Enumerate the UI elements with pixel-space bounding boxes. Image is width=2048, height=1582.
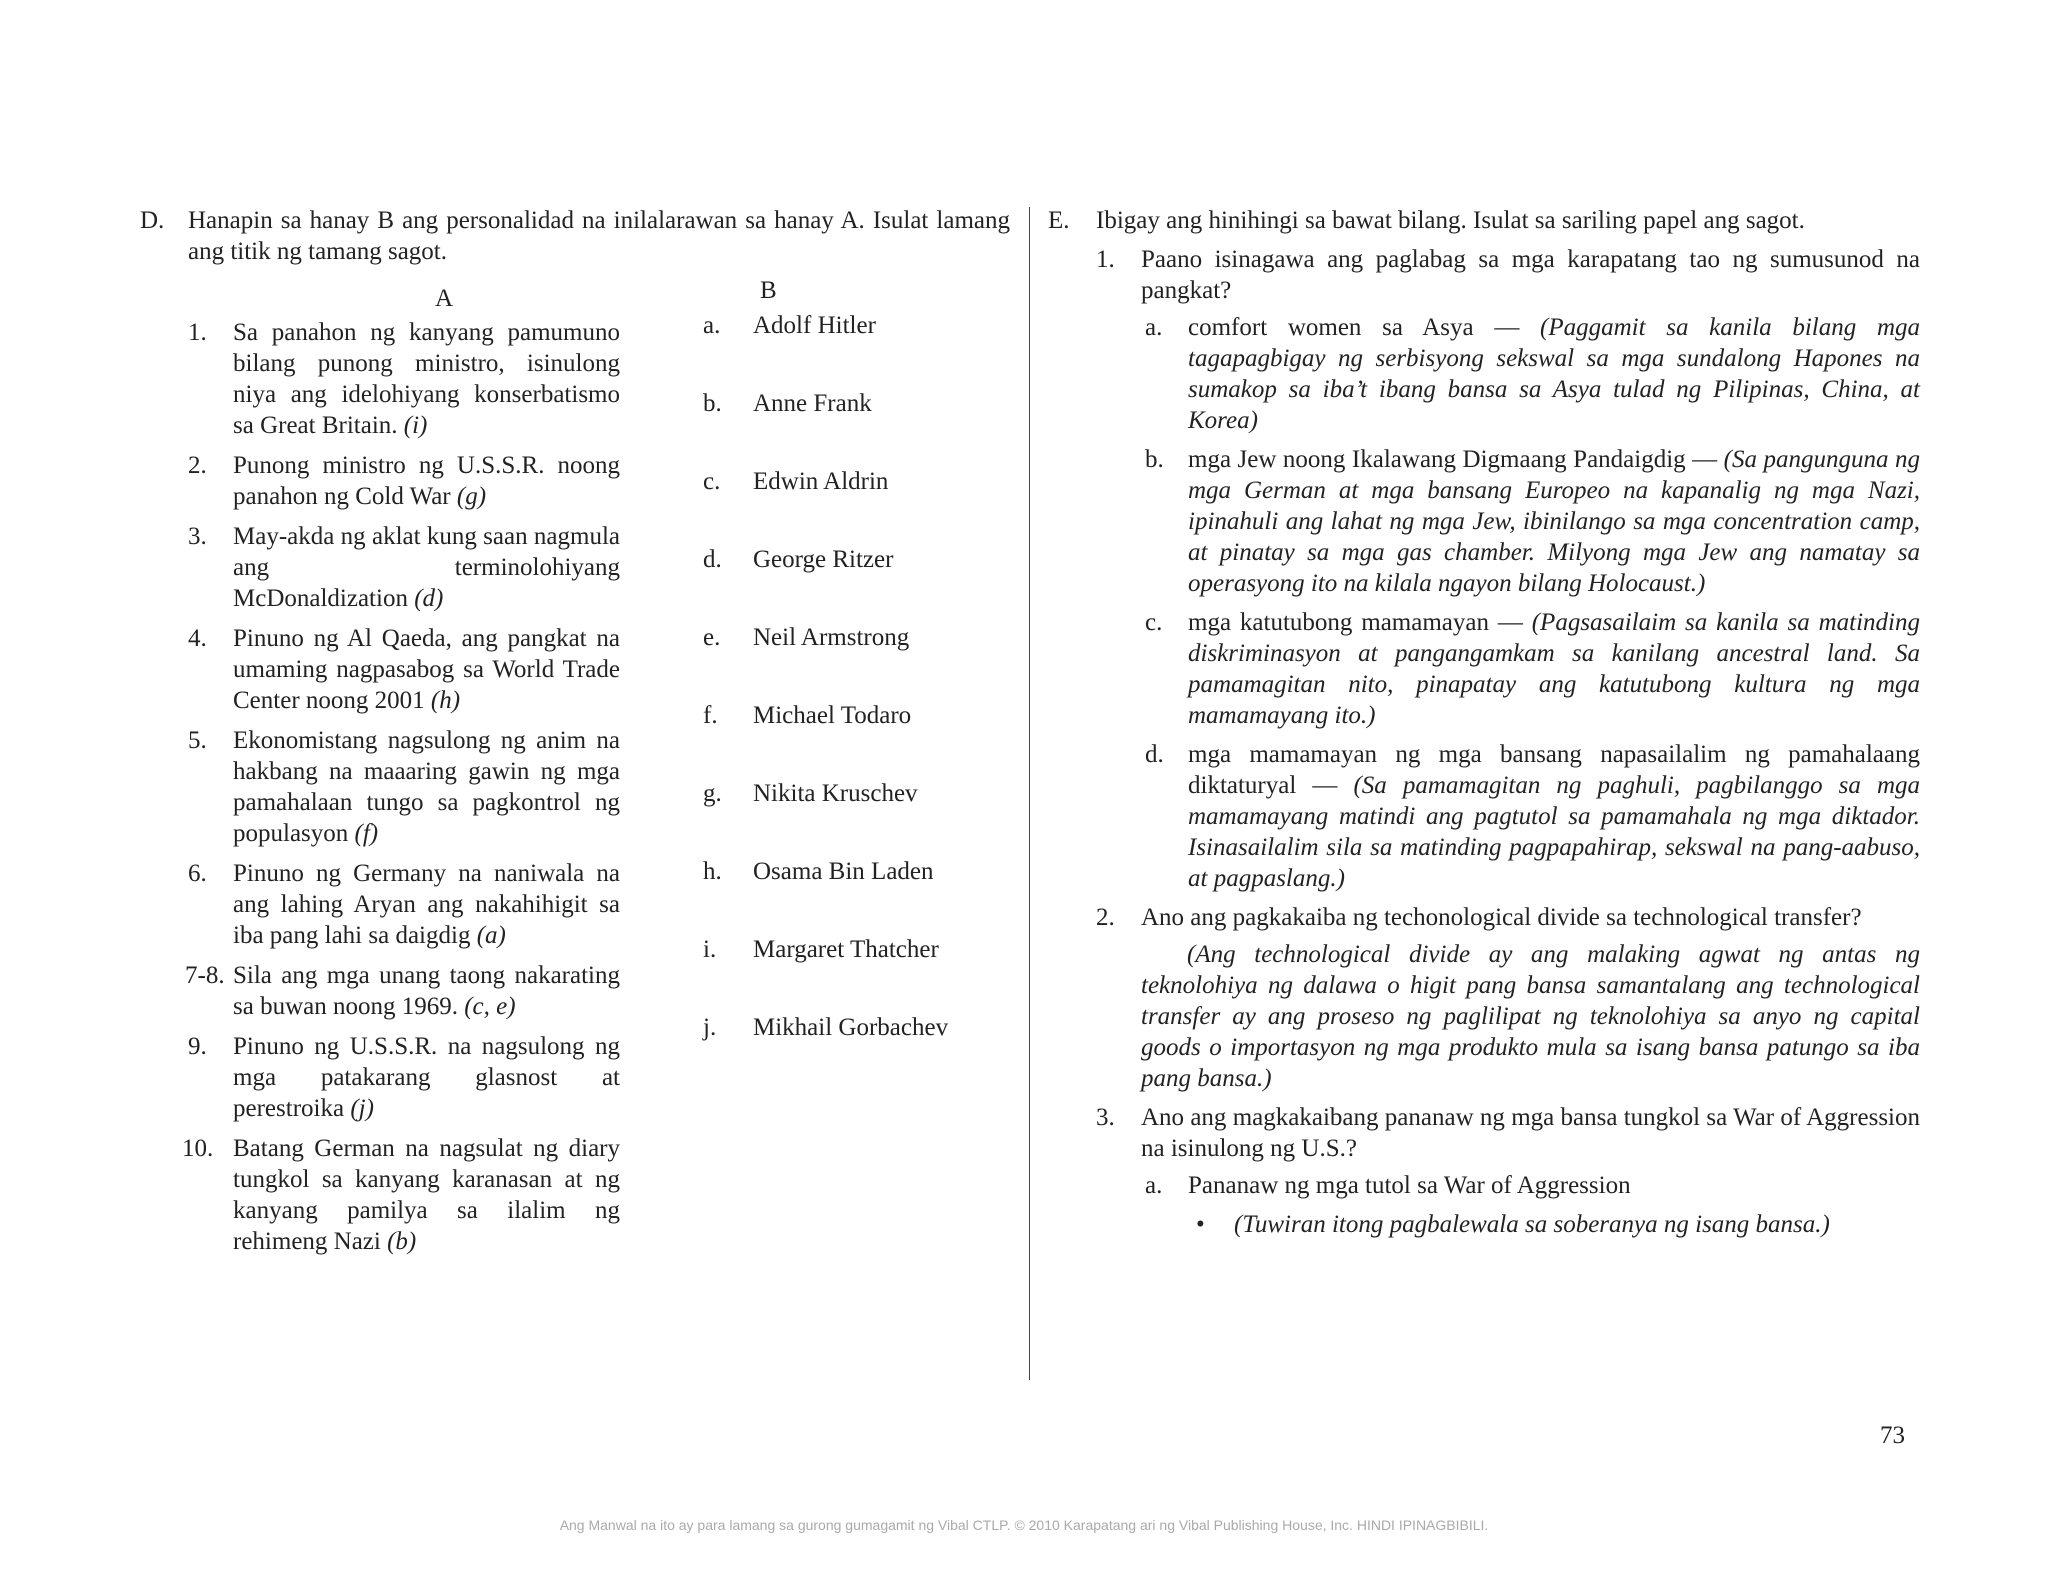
list-item <box>140 317 620 441</box>
column-b-list <box>703 310 1013 1090</box>
list-item <box>140 1031 620 1124</box>
item-letter: c. <box>703 468 721 495</box>
question-text: Ano ang magkakaibang pananaw ng mga bansa tungkol sa War of Aggression na isinulong ng U.S.? <box>1141 1104 1920 1162</box>
item-answer: (j) <box>350 1095 374 1122</box>
question-3 <box>1048 1102 1920 1164</box>
item-name: Adolf Hitler <box>753 312 876 339</box>
item-name: Mikhail Gorbachev <box>753 1014 949 1041</box>
sub-topic: Pananaw ng mga tutol sa War of Aggression <box>1188 1172 1631 1199</box>
question-text: Ano ang pagkakaiba ng techonological divide sa technological transfer? <box>1141 904 1862 931</box>
section-d-text: Hanapin sa hanay B ang personalidad na inilalarawan sa hanay A. Isulat lamang ang titik ng tamang sagot. <box>188 207 1010 265</box>
item-text: Pinuno ng Germany na naniwala na ang lahing Aryan ang nakahihigit sa iba pang lahi sa daigdig <box>233 860 620 949</box>
item-answer: (i) <box>403 412 428 439</box>
list-item <box>140 725 620 849</box>
item-answer: (h) <box>430 687 461 714</box>
item-text: Punong ministro ng U.S.S.R. noong panahon ng Cold War <box>233 452 620 510</box>
sub-answer: (Paggamit sa kanila bilang mga tagapagbigay ng serbisyong sekswal sa mga sundalong Hapones na sumakop sa iba’t ibang bansa sa Asya tulad ng Pilipinas, China, at Korea) <box>1188 314 1920 434</box>
section-e-text: Ibigay ang hinihingi sa bawat bilang. Isulat sa sariling papel ang sagot. <box>1096 207 1805 234</box>
sub-topic: mga Jew noong Ikalawang Digmaang Pandaigdig — <box>1188 446 1718 473</box>
list-item <box>140 858 620 951</box>
item-number: 6. <box>188 860 207 887</box>
question-2 <box>1048 902 1920 933</box>
item-number: 3. <box>188 523 207 550</box>
question-3-bullet <box>1048 1209 1920 1240</box>
sub-letter: d. <box>1145 741 1164 768</box>
sub-topic: comfort women sa Asya — <box>1188 314 1520 341</box>
item-text: Sa panahon ng kanyang pamumuno bilang punong ministro, isinulong niya ang idelohiyang konserbatismo sa Great Britain. <box>233 319 620 439</box>
item-letter: d. <box>703 546 722 573</box>
item-number: 9. <box>188 1033 207 1060</box>
question-2-answer: (Ang technological divide ay ang malaking agwat ng antas ng teknolohiya ng dalawa o higit pang bansa samantalang ang technological transfer ay ang proseso ng paglilipat ng teknolohiya sa anyo ng capital goods o importasyon ng mga produkto mula sa isang bansa patungo sa iba pang bansa.) <box>1141 941 1920 1092</box>
question-1-sub-b <box>1048 444 1920 599</box>
list-item <box>140 1133 620 1257</box>
item-text: Pinuno ng Al Qaeda, ang pangkat na umaming nagpasabog sa World Trade Center noong 2001 <box>233 625 620 714</box>
item-letter: f. <box>703 702 718 729</box>
list-item <box>140 960 620 1022</box>
question-3-sub-a <box>1048 1170 1920 1201</box>
section-e-label: E. <box>1048 207 1070 234</box>
item-name: Edwin Aldrin <box>753 468 889 495</box>
list-item <box>703 388 1013 466</box>
item-name: Nikita Kruschev <box>753 780 918 807</box>
bullet-icon: • <box>1196 1211 1205 1238</box>
sub-answer: (Sa pangunguna ng mga German at mga bansang Europeo na kapanalig ng mga Nazi, ipinahuli ang lahat ng mga Jew, ibinilango sa mga concentration camp, at pinatay sa mga gas chamber. Milyong mga Jew ang namatay sa operasyong ito na kilala ngayon bilang Holocaust.) <box>1188 446 1920 597</box>
sub-answer: (Sa pamamagitan ng paghuli, pagbilanggo sa mga mamamayang matindi ang pagtutol sa pamamahala ng mga diktador. Isinasailalim sila sa matinding pagpapahirap, sekswal na pang-aabuso, at pagpaslang.) <box>1188 772 1920 892</box>
sub-topic: mga katutubong mamamayan — <box>1188 609 1523 636</box>
list-item <box>703 310 1013 388</box>
item-text: Pinuno ng U.S.S.R. na nagsulong ng mga patakarang glasnost at perestroika <box>233 1033 620 1122</box>
list-item <box>140 521 620 614</box>
item-name: Michael Todaro <box>753 702 912 729</box>
sub-topic: mga mamamayan ng mga bansang napasailalim ng pamahalaang diktaturyal — <box>1188 741 1920 799</box>
column-b-header: B <box>760 277 777 304</box>
item-letter: a. <box>703 312 721 339</box>
item-letter: e. <box>703 624 721 651</box>
question-1-sub-a <box>1048 312 1920 436</box>
list-item <box>703 544 1013 622</box>
item-name: Margaret Thatcher <box>753 936 939 963</box>
item-name: Anne Frank <box>753 390 872 417</box>
item-answer: (a) <box>476 922 506 949</box>
item-answer: (c, e) <box>464 993 516 1020</box>
item-letter: h. <box>703 858 722 885</box>
sub-answer: (Pagsasailaim sa kanila sa matinding diskriminasyon at pangangamkam sa kanilang ancestral land. Sa pamamagitan nito, pinapatay ang katutubong kultura ng mga mamamayang ito.) <box>1188 609 1920 729</box>
question-1-sub-c <box>1048 607 1920 731</box>
list-item <box>703 1012 1013 1090</box>
sub-letter: a. <box>1145 314 1163 341</box>
item-number: 2. <box>188 452 207 479</box>
question-text: Paano isinagawa ang paglabag sa mga karapatang tao ng sumusunod na pangkat? <box>1141 246 1920 304</box>
page-number: 73 <box>1880 1422 1905 1449</box>
sub-letter: a. <box>1145 1172 1163 1199</box>
item-text: Sila ang mga unang taong nakarating sa buwan noong 1969. <box>233 962 620 1020</box>
list-item <box>703 700 1013 778</box>
section-d-instruction <box>140 205 1010 267</box>
item-number: 7-8. <box>185 962 225 989</box>
item-number: 5. <box>188 727 207 754</box>
list-item <box>140 623 620 716</box>
item-answer: (b) <box>387 1228 417 1255</box>
list-item <box>703 934 1013 1012</box>
section-d <box>140 205 1010 1255</box>
section-e <box>1048 205 1920 1240</box>
column-a-list <box>140 317 620 1266</box>
question-number: 3. <box>1096 1104 1115 1131</box>
item-answer: (f) <box>354 820 379 847</box>
item-letter: j. <box>703 1014 717 1041</box>
item-name: George Ritzer <box>753 546 894 573</box>
item-number: 4. <box>188 625 207 652</box>
list-item <box>703 466 1013 544</box>
column-a-header: A <box>434 285 454 312</box>
list-item <box>703 778 1013 856</box>
question-number: 2. <box>1096 904 1115 931</box>
item-text: Ekonomistang nagsulong ng anim na hakbang na maaaring gawin ng mga pamahalaan tungo sa pagkontrol ng populasyon <box>233 727 620 847</box>
item-text: Batang German na nagsulat ng diary tungkol sa kanyang karanasan at ng kanyang pamilya sa ilalim ng rehimeng Nazi <box>233 1135 620 1255</box>
item-name: Osama Bin Laden <box>753 858 934 885</box>
list-item <box>140 450 620 512</box>
item-number: 1. <box>188 319 207 346</box>
item-letter: g. <box>703 780 722 807</box>
question-number: 1. <box>1096 246 1115 273</box>
section-e-instruction <box>1048 205 1920 236</box>
item-answer: (d) <box>414 585 444 612</box>
footer-note: Ang Manwal na ito ay para lamang sa gurong gumagamit ng Vibal CTLP. © 2010 Karapatang ari ng Vibal Publishing House, Inc. HINDI IPINAGBIBILI. <box>559 1517 1489 1533</box>
column-divider <box>1029 207 1030 1380</box>
sub-letter: b. <box>1145 446 1164 473</box>
question-1-sub-d <box>1048 739 1920 894</box>
item-answer: (g) <box>456 483 487 510</box>
item-number: 10. <box>182 1135 214 1162</box>
list-item <box>703 856 1013 934</box>
item-letter: i. <box>703 936 717 963</box>
sub-letter: c. <box>1145 609 1163 636</box>
question-1 <box>1048 244 1920 306</box>
item-name: Neil Armstrong <box>753 624 910 651</box>
item-letter: b. <box>703 390 722 417</box>
section-d-label: D. <box>140 207 165 234</box>
bullet-answer: (Tuwiran itong pagbalewala sa soberanya ng isang bansa.) <box>1234 1211 1830 1238</box>
item-text: May-akda ng aklat kung saan nagmula ang terminolohiyang McDonaldization <box>233 523 620 612</box>
list-item <box>703 622 1013 700</box>
